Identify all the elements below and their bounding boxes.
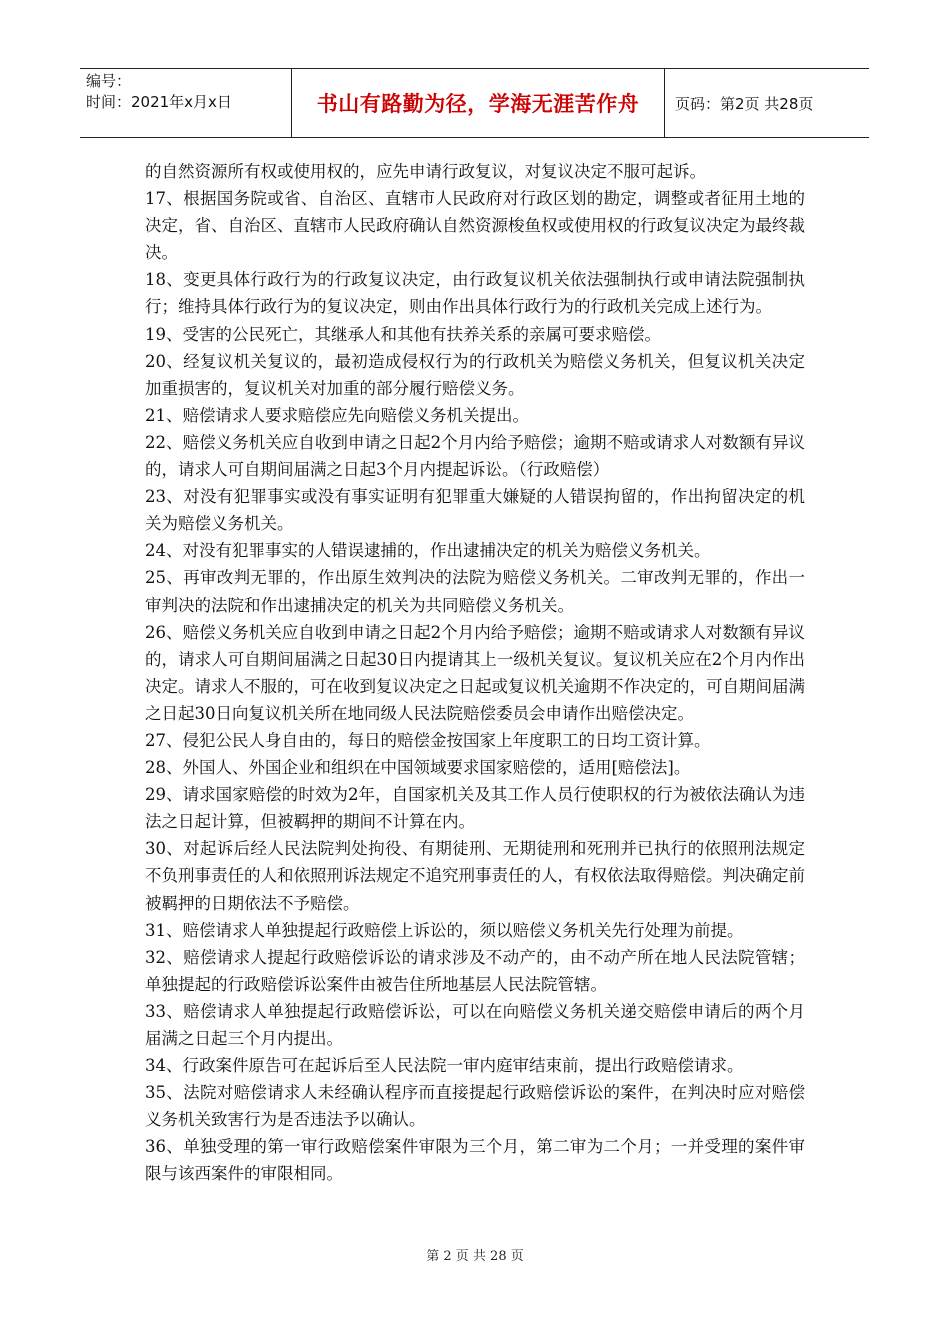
header-meta [80, 69, 292, 137]
paragraph: 25、再审改判无罪的，作出原生效判决的法院为赔偿义务机关。二审改判无罪的，作出一审判决的法院和作出逮捕决定的机关为共同赔偿义务机关。 [145, 568, 805, 615]
header-motto: 书山有路勤为径，学海无涯苦作舟 [292, 69, 665, 137]
time-label: 时间：2021年x月x日 [86, 93, 232, 111]
paragraph: 20、经复议机关复议的，最初造成侵权行为的行政机关为赔偿义务机关，但复议机关决定加重损害的，复议机关对加重的部分履行赔偿义务。 [145, 351, 805, 398]
paragraph: 24、对没有犯罪事实的人错误逮捕的，作出逮捕决定的机关为赔偿义务机关。 [145, 541, 711, 561]
paragraph: 34、行政案件原告可在起诉后至人民法院一审内庭审结束前，提出行政赔偿请求。 [145, 1056, 744, 1076]
paragraph: 21、赔偿请求人要求赔偿应先向赔偿义务机关提出。 [145, 405, 529, 425]
header-page-info: 页码：第2页 共28页 [675, 94, 814, 113]
page-header [80, 68, 869, 138]
paragraph: 27、侵犯公民人身自由的，每日的赔偿金按国家上年度职工的日均工资计算。 [145, 730, 711, 750]
paragraph: 23、对没有犯罪事实或没有事实证明有犯罪重大嫌疑的人错误拘留的，作出拘留决定的机关为赔偿义务机关。 [145, 487, 805, 534]
paragraph: 31、赔偿请求人单独提起行政赔偿上诉讼的，须以赔偿义务机关先行处理为前提。 [145, 920, 744, 940]
paragraph: 36、单独受理的第一审行政赔偿案件审限为三个月，第二审为二个月；一并受理的案件审限与该西案件的审限相同。 [145, 1137, 805, 1184]
paragraph: 19、受害的公民死亡，其继承人和其他有扶养关系的亲属可要求赔偿。 [145, 324, 661, 344]
paragraph: 17、根据国务院或省、自治区、直辖市人民政府对行政区划的勘定，调整或者征用土地的决定，省、自治区、直辖市人民政府确认自然资源梭鱼权或使用权的行政复议决定为最终裁决。 [145, 189, 805, 263]
paragraph: 26、赔偿义务机关应自收到申请之日起2个月内给予赔偿；逾期不赔或请求人对数额有异议的，请求人可自期间届满之日起30日内提请其上一级机关复议。复议机关应在2个月内作出决定。请求人不服的，可在收到复议决定之日起或复议机关逾期不作决定的，可自期间届满之日起30日向复议机关所在地同级人民法院赔偿委员会申请作出赔偿决定。 [145, 622, 805, 723]
paragraph: 18、变更具体行政行为的行政复议决定，由行政复议机关依法强制执行或申请法院强制执行；维持具体行政行为的复议决定，则由作出具体行政行为的行政机关完成上述行为。 [145, 270, 805, 317]
paragraph: 29、请求国家赔偿的时效为2年，自国家机关及其工作人员行使职权的行为被依法确认为违法之日起计算，但被羁押的期间不计算在内。 [145, 785, 805, 832]
page-footer: 第 2 页 共 28 页 [426, 1249, 524, 1264]
paragraph: 33、赔偿请求人单独提起行政赔偿诉讼，可以在向赔偿义务机关递交赔偿申请后的两个月届满之日起三个月内提出。 [145, 1001, 805, 1048]
paragraph: 35、法院对赔偿请求人未经确认程序而直接提起行政赔偿诉讼的案件，在判决时应对赔偿义务机关致害行为是否违法予以确认。 [145, 1083, 805, 1130]
paragraph: 30、对起诉后经人民法院判处拘役、有期徒刑、无期徒刑和死刑并已执行的依照刑法规定不负刑事责任的人和依照刑诉法规定不追究刑事责任的人，有权依法取得赔偿。判决确定前被羁押的日期依法不予赔偿。 [145, 839, 805, 913]
number-label: 编号： [86, 72, 132, 90]
paragraph: 22、赔偿义务机关应自收到申请之日起2个月内给予赔偿；逾期不赔或请求人对数额有异议的，请求人可自期间届满之日起3个月内提起诉讼。（行政赔偿） [145, 432, 805, 480]
paragraph: 28、外国人、外国企业和组织在中国领域要求国家赔偿的，适用[赔偿法]。 [145, 758, 691, 778]
paragraph: 32、赔偿请求人提起行政赔偿诉讼的请求涉及不动产的，由不动产所在地人民法院管辖；单独提起的行政赔偿诉讼案件由被告住所地基层人民法院管辖。 [145, 947, 805, 994]
paragraph: 的自然资源所有权或使用权的，应先申请行政复议，对复议决定不服可起诉。 [145, 162, 706, 181]
document-body [145, 158, 805, 1188]
